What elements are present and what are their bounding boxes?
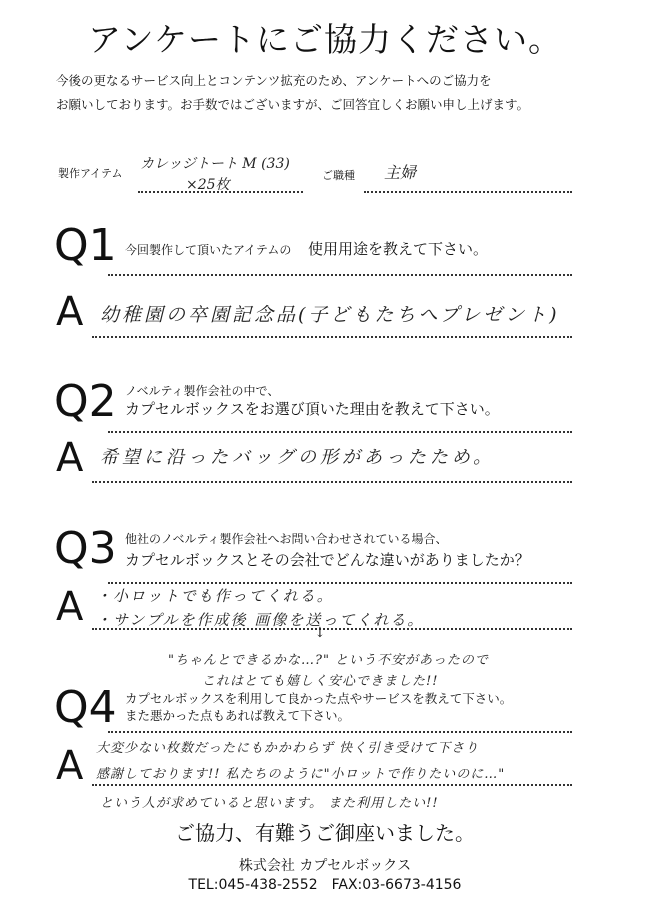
thanks-text: ご協力、有難うご御座いました。 (175, 821, 475, 845)
q3-divider (108, 582, 572, 584)
q1-prefix: 今回製作して頂いたアイテムの (125, 243, 292, 257)
q3-line2: カプセルボックスとその会社でどんな違いがありましたか？ (125, 551, 530, 569)
q3-arrow: ↓ (314, 625, 326, 641)
q1-answer: 幼稚園の卒園記念品(子どもたちへプレゼント) (100, 304, 560, 326)
q4-answer-marker: A (56, 743, 84, 789)
company-contact: TEL:045-438-2552 FAX:03-6673-4156 (188, 877, 462, 893)
q2-divider (108, 431, 572, 433)
q2-marker: Q2 (54, 376, 117, 427)
q3-marker: Q3 (54, 523, 117, 574)
q2-answer-line (92, 481, 572, 483)
q4-answer-line2: 感謝しております!! 私たちのように"小ロットで作りたいのに…" (96, 767, 506, 782)
q3-answer-line1: ・小ロットでも作ってくれる。 (96, 587, 334, 605)
page-title: アンケートにご協力ください。 (87, 20, 563, 59)
q1-divider (108, 274, 572, 276)
q1-emphasis: 使用用途を教えて下さい。 (308, 240, 489, 258)
job-label: ご職種 (322, 169, 355, 182)
q4-marker: Q4 (54, 682, 117, 733)
q2-answer-marker: A (56, 435, 84, 481)
intro-line-1: 今後の更なるサービス向上とコンテンツ拡充のため、アンケートへのご協力を (56, 73, 492, 88)
job-underline (364, 191, 572, 193)
q3-note-line2: これはとても嬉しく安心できました!! (202, 674, 439, 689)
q4-answer-line3: という人が求めていると思います。 また利用したい!! (100, 796, 439, 811)
item-underline (138, 191, 303, 193)
q4-answer-rule (92, 784, 572, 786)
q4-divider (108, 731, 572, 733)
q3-line1: 他社のノベルティ製作会社へお問い合わせされている場合、 (125, 532, 448, 546)
q2-line1: ノベルティ製作会社の中で、 (125, 384, 280, 398)
q3-answer-marker: A (56, 584, 84, 630)
intro-line-2: お願いしております。お手数ではございますが、ご回答宜しくお願い申し上げます。 (56, 97, 530, 112)
item-value-line2: ×25枚 (186, 177, 230, 193)
q1-answer-line (92, 336, 572, 338)
job-value: 主婦 (384, 163, 417, 182)
q3-answer-line2: ・サンプルを作成後 画像を送ってくれる。 (96, 611, 425, 629)
q2-line2: カプセルボックスをお選び頂いた理由を教えて下さい。 (125, 400, 500, 418)
q3-answer-line (92, 628, 572, 630)
q2-answer: 希望に沿ったバッグの形があったため。 (100, 447, 496, 468)
q1-answer-marker: A (56, 289, 84, 335)
q4-line1: カプセルボックスを利用して良かった点やサービスを教えて下さい。 (125, 691, 513, 706)
q1-marker: Q1 (54, 220, 117, 271)
company-name: 株式会社 カプセルボックス (238, 858, 412, 874)
item-value-line1: カレッジトート M (33) (140, 156, 290, 172)
item-label: 製作アイテム (58, 167, 123, 180)
q4-answer-line1: 大変少ない枚数だったにもかかわらず 快く引き受けて下さり (96, 741, 480, 756)
q3-note-line1: "ちゃんとできるかな…?" という不安があったので (168, 653, 489, 668)
q4-line2: また悪かった点もあれば教えて下さい。 (125, 708, 351, 723)
